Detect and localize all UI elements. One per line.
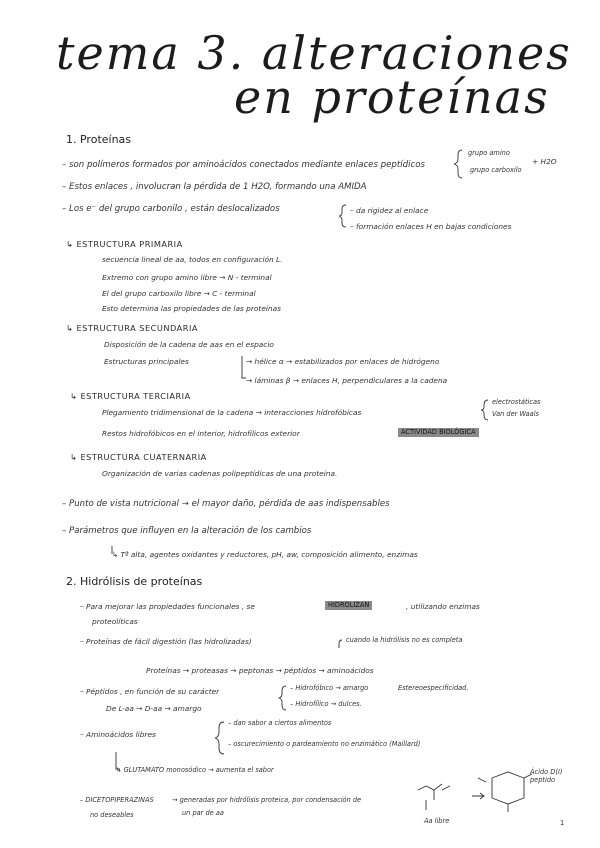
s1-line-5: – Parámetros que influyen en la alteración de los cambios: [62, 526, 312, 536]
s2-line-6-prefix: no deseables: [90, 811, 134, 819]
chem-label-aa-libre: Aa libre: [424, 817, 450, 825]
arrow-hidrolisis-note: [339, 640, 342, 648]
s1-brace-amino: grupo amino: [468, 149, 510, 157]
primaria-b: Extremo con grupo amino libre → N - terminal: [102, 273, 272, 282]
secundaria-heading: ↳ ESTRUCTURA SECUNDARIA: [66, 323, 198, 333]
terciaria-a2: Van der Waals: [492, 410, 539, 418]
page-number: 1: [560, 819, 565, 827]
brace-deslocalizados: [339, 205, 346, 227]
primaria-heading: ↳ ESTRUCTURA PRIMARIA: [66, 239, 183, 249]
brace-interacciones: [481, 400, 488, 420]
brace-aminoacidos: [215, 722, 224, 754]
s1-line-3: – Los e⁻ del grupo carbonilo , están deslocalizados: [62, 204, 280, 214]
s2-line-3: Proteínas → proteasas → peptonas → péptidos → aminoácidos: [146, 666, 374, 675]
terciaria-a1: electrostáticas: [492, 398, 541, 406]
s1-h2o: + H2O: [532, 157, 557, 166]
terciaria-b: Restos hidrofóbicos en el interior, hidrofílicos exterior: [102, 429, 300, 438]
s1-line-1: – son polímeros formados por aminoácidos conectados mediante enlaces peptídicos: [62, 160, 425, 170]
s2-line-1: – Para mejorar las propiedades funcionales , se: [80, 602, 255, 611]
s2-line-5-c: ↳ GLUTAMATO monosódico → aumenta el sabor: [116, 766, 274, 774]
s2-line-6-text: → generadas por hidrólisis proteica, por condensación de: [172, 796, 362, 804]
brace-peptidos: [279, 686, 286, 710]
s2-line-2: – Proteínas de fácil digestión (las hidrolizadas): [80, 637, 252, 646]
s2-line-4-c: De L-aa → D-aa → amargo: [106, 704, 202, 713]
primaria-d: Esto determina las propiedades de las proteínas: [102, 304, 281, 313]
cuaternaria-a: Organización de varias cadenas polipeptídicas de una proteína.: [102, 469, 338, 478]
s1-line-4: – Punto de vista nutricional → el mayor daño, pérdida de aas indispensables: [62, 499, 390, 509]
s2-line-5-a: – dan sabor a ciertos alimentos: [228, 719, 332, 727]
section-2-heading: 2. Hidrólisis de proteínas: [66, 575, 203, 588]
primaria-a: secuencia lineal de aa, todos en configuración L.: [102, 255, 283, 264]
secundaria-b1: → hélice α → estabilizados por enlaces de hidrógeno: [246, 357, 440, 366]
title-line-1: tema 3. alteraciones: [56, 26, 572, 80]
secundaria-a: Disposición de la cadena de aas en el espacio: [104, 340, 274, 349]
terciaria-heading: ↳ ESTRUCTURA TERCIARIA: [70, 391, 191, 401]
title-line-2: en proteínas: [234, 70, 550, 124]
secundaria-b: Estructuras principales: [104, 357, 189, 366]
secundaria-b2: → láminas β → enlaces H, perpendiculares a la cadena: [246, 376, 448, 385]
s2-line-4-a: – Hidrofóbico → amargo: [290, 684, 369, 692]
chem-ring-sketch: [478, 772, 532, 812]
s2-line-4: – Péptidos , en función de su carácter: [80, 687, 220, 696]
section-1-heading: 1. Proteínas: [66, 133, 132, 146]
terciaria-a: Plegamiento tridimensional de la cadena → interacciones hidrofóbicas: [102, 408, 362, 417]
s2-line-5: – Aminoácidos libres: [80, 730, 156, 739]
hidrolizan-highlight: HIDROLIZAN: [325, 601, 372, 610]
s2-line-4-note: Estereoespecificidad.: [398, 684, 469, 692]
bracket-estructuras: [242, 356, 246, 378]
s2-line-6: – DICETOPIPERAZINAS: [80, 796, 154, 804]
s2-line-1-end: , utilizando enzimas: [406, 602, 480, 611]
s1-brace-carboxilo: grupo carboxilo: [470, 166, 522, 174]
bracket-glutamato: [116, 752, 120, 769]
s1-line-5-a: ↳ Tª alta, agentes oxidantes y reductores, pH, aw, composición alimento, enzimas: [112, 550, 418, 559]
s2-line-6-cont: un par de aa: [182, 809, 224, 817]
cuaternaria-heading: ↳ ESTRUCTURA CUATERNARIA: [70, 452, 207, 462]
s1-line-2: – Estos enlaces , involucran la pérdida de 1 H2O, formando una AMIDA: [62, 182, 367, 192]
s2-line-4-b: – Hidrofílico → dulces.: [290, 700, 362, 708]
actividad-biologica-highlight: ACTIVIDAD BIOLÓGICA: [398, 428, 479, 437]
s2-line-2-note: cuando la hidrólisis no es completa: [346, 636, 463, 644]
brace-amino-carboxilo: [454, 150, 462, 178]
s2-line-5-b: – oscurecimiento o pardeamiento no enzimático (Maillard): [228, 740, 421, 748]
chem-aa-libre-sketch: [418, 784, 450, 810]
chem-reaction-arrow: [472, 793, 484, 799]
s1-line-3-b: – formación enlaces H en bajas condiciones: [350, 222, 512, 231]
chem-label-peptido: Ácido D(I) peptido: [530, 768, 563, 785]
s1-line-3-a: – da rigidez al enlace: [350, 206, 429, 215]
primaria-c: El del grupo carboxilo libre → C - terminal: [102, 289, 256, 298]
s2-line-1-cont: proteolíticas: [92, 617, 138, 626]
